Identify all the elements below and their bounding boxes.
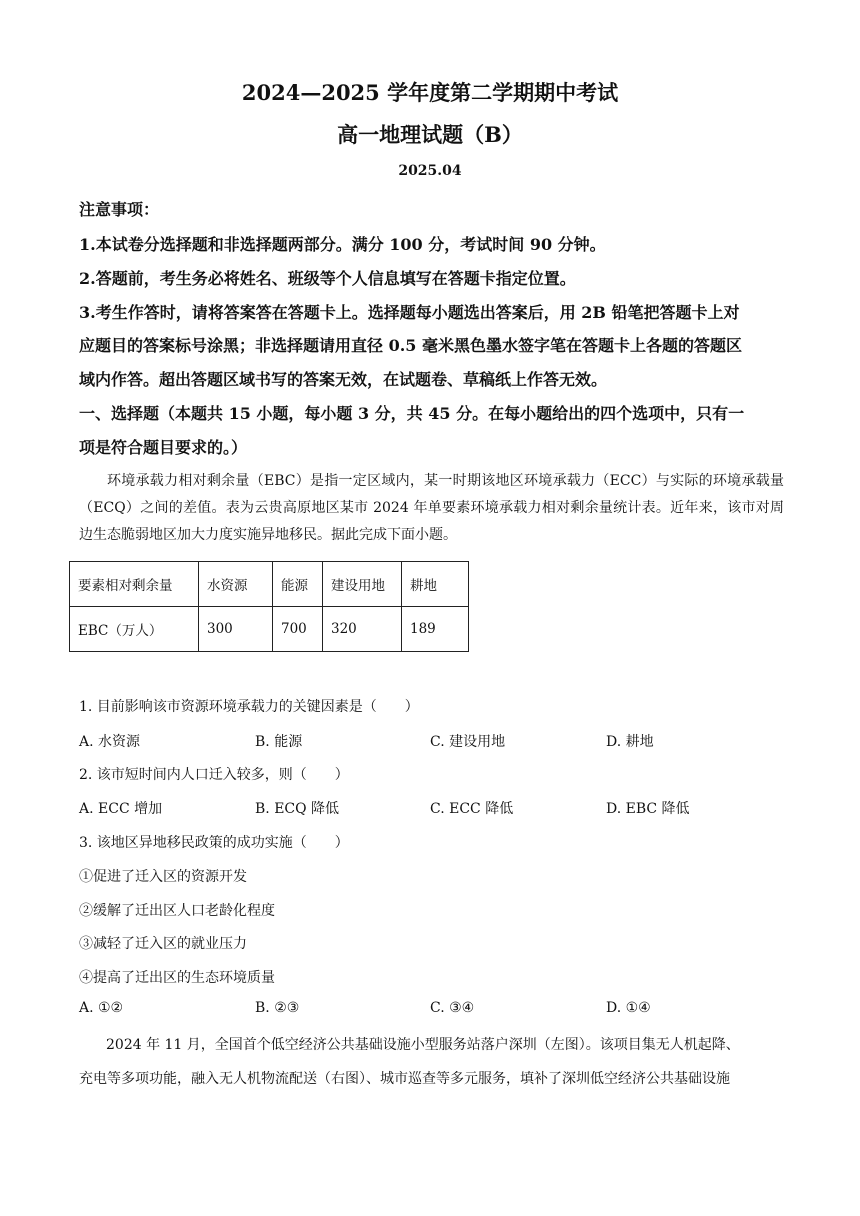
exam-title: 2024—2025 学年度第二学期期中考试: [241, 80, 619, 105]
table-cell: EBC（万人）: [70, 607, 199, 652]
q2-option-a: A. ECC 增加: [79, 801, 163, 817]
table-header-row: [70, 562, 469, 607]
q1-option-a: A. 水资源: [79, 734, 141, 750]
notice-item-2: 2.答题前，考生务必将姓名、班级等个人信息填写在答题卡指定位置。: [79, 269, 576, 288]
exam-subtitle: 高一地理试题（B）: [337, 122, 523, 147]
passage-drone-line-2: 充电等多项功能，融入无人机物流配送（右图）、城市巡查等多元服务，填补了深圳低空经济公共基础设施: [79, 1071, 730, 1087]
q3-option-d: D. ①④: [606, 1000, 651, 1016]
q3-statement-3: ③减轻了迁入区的就业压力: [79, 936, 247, 952]
question-2-stem: 2. 该市短时间内人口迁入较多，则（ ）: [79, 767, 349, 783]
table-cell: 300: [199, 607, 273, 652]
notice-item-3-line-2: 应题目的答案标号涂黑；非选择题请用直径 0.5 毫米黑色墨水签字笔在答题卡上各题的答题区: [79, 336, 742, 355]
q2-option-b: B. ECQ 降低: [255, 801, 340, 817]
notice-heading: 注意事项：: [79, 200, 160, 219]
exam-date: 2025.04: [398, 163, 462, 179]
question-3-stem: 3. 该地区异地移民政策的成功实施（ ）: [79, 835, 349, 851]
q3-option-a: A. ①②: [79, 1000, 124, 1016]
q3-option-c: C. ③④: [430, 1000, 475, 1016]
q1-option-b: B. 能源: [255, 734, 303, 750]
q3-statement-1: ①促进了迁入区的资源开发: [79, 869, 247, 885]
table-header-cell: 水资源: [199, 562, 273, 607]
ebc-table: [69, 561, 469, 652]
section-heading-line-2: 项是符合题目要求的。）: [79, 438, 248, 457]
q1-option-c: C. 建设用地: [430, 734, 506, 750]
question-1-stem: 1. 目前影响该市资源环境承载力的关键因素是（ ）: [79, 699, 419, 715]
q1-option-d: D. 耕地: [606, 734, 654, 750]
notice-item-1: 1.本试卷分选择题和非选择题两部分。满分 100 分，考试时间 90 分钟。: [79, 235, 606, 254]
table-cell: 189: [402, 607, 469, 652]
q3-statement-4: ④提高了迁出区的生态环境质量: [79, 970, 275, 986]
notice-item-3-line-3: 域内作答。超出答题区域书写的答案无效，在试题卷、草稿纸上作答无效。: [79, 370, 608, 389]
q3-option-b: B. ②③: [255, 1000, 300, 1016]
section-heading-line-1: 一、选择题（本题共 15 小题，每小题 3 分，共 45 分。在每小题给出的四个选项中，只有一: [79, 404, 745, 423]
table-header-cell: 能源: [273, 562, 323, 607]
q3-statement-2: ②缓解了迁出区人口老龄化程度: [79, 903, 275, 919]
passage-drone-line-1: 2024 年 11 月，全国首个低空经济公共基础设施小型服务站落户深圳（左图）。该项目集无人机起降、: [106, 1037, 740, 1053]
table-cell: 700: [273, 607, 323, 652]
q2-option-d: D. EBC 降低: [606, 801, 690, 817]
table-header-cell: 耕地: [402, 562, 469, 607]
notice-item-3-line-1: 3.考生作答时，请将答案答在答题卡上。选择题每小题选出答案后，用 2B 铅笔把答题卡上对: [79, 303, 740, 322]
table-cell: 320: [323, 607, 402, 652]
passage-ebc: 环境承载力相对剩余量（EBC）是指一定区域内，某一时期该地区环境承载力（ECC）与实际的环境承载量（ECQ）之间的差值。表为云贵高原地区某市 2024 年单要素环境承载力相对剩余量统计表。近年来，该市对周边生态脆弱地区加大力度实施异地移民。据此完成下面小题。: [79, 473, 784, 543]
table-header-cell: 要素相对剩余量: [70, 562, 199, 607]
table-header-cell: 建设用地: [323, 562, 402, 607]
table-row: [70, 607, 469, 652]
q2-option-c: C. ECC 降低: [430, 801, 514, 817]
